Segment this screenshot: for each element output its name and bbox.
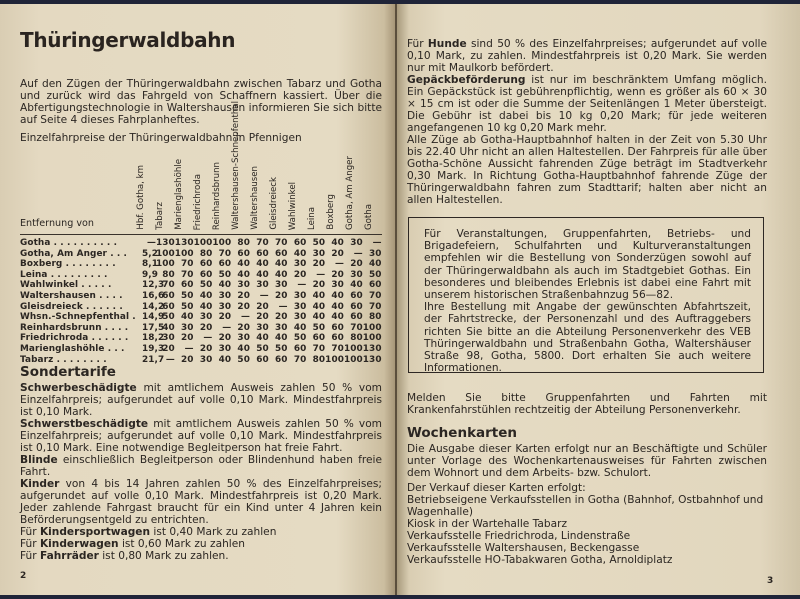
fare-cell: 20 xyxy=(256,301,269,312)
fare-cell: 20 xyxy=(181,333,194,344)
table-row xyxy=(20,302,382,313)
fare-cell: 20 xyxy=(256,312,269,323)
distance-km: 19,3 xyxy=(142,343,165,354)
verkauf-label: Der Verkauf dieser Karten erfolgt: xyxy=(407,482,586,494)
fare-cell: 80 xyxy=(369,312,382,323)
rules-section xyxy=(407,38,767,206)
table-row xyxy=(20,312,382,323)
fare-cell: 30 xyxy=(256,322,269,333)
fare-cell: 30 xyxy=(275,280,288,291)
melden-paragraph: Melden Sie bitte Gruppenfahrten und Fahrten mit Krankenfahrstühlen rechtzeitig der Abteilung Personenverkehr. xyxy=(407,392,767,416)
table-row xyxy=(20,291,382,302)
fare-cell: 60 xyxy=(293,343,307,354)
sondertarife-section xyxy=(20,365,382,562)
gepaeck-text: ist nur im beschränktem Umfang möglich. Ein Gepäckstück ist gebührenpflichtig, wenn es größer als 60 × 30 × 15 cm ist oder die Summe der Seitenlängen 1 Meter übersteigt. Die Gebühr ist dabei bis 10 kg 0,20 Mark; für jede weiteren angefangenen 10 kg 0,20 Mark mehr. xyxy=(407,74,767,134)
distance-km: 8,1 xyxy=(142,259,159,270)
fare-cell: 70 xyxy=(369,290,382,301)
fare-cell: 40 xyxy=(293,322,307,333)
station-name: Whsn.-Schnepfenthal . xyxy=(20,312,136,323)
fare-cell: 70 xyxy=(162,280,175,291)
tariff-text: von 4 bis 14 Jahren zahlen 50 % des Einzelfahrpreises; aufgerundet auf volle 0,10 Mark. Mindestfahrpreis ist 0,20 Mark. Jeder zahlende Fahrgast braucht für ein Kind unter 4 Jahren kein Beförderungsentgeld zu entrichten. xyxy=(20,478,382,526)
fare-cell: — xyxy=(297,280,307,291)
fare-cell: 40 xyxy=(312,301,326,312)
fare-cell: 50 xyxy=(237,354,250,365)
fare-cell: 40 xyxy=(369,259,382,270)
distance-km: 21,7 xyxy=(142,354,165,365)
fare-cell: 60 xyxy=(350,312,363,323)
column-header: Gleisdreieck xyxy=(269,177,279,230)
fare-cell: 20 xyxy=(199,322,213,333)
fare-cell: 70 xyxy=(312,343,326,354)
station-name: Wahlwinkel . . . . . xyxy=(20,280,112,291)
fare-cell: — xyxy=(222,322,232,333)
fare-cell: 60 xyxy=(162,301,175,312)
fare-cell: 80 xyxy=(350,333,363,344)
tariff-item xyxy=(20,526,382,538)
fare-cell: 50 xyxy=(312,322,326,333)
table-row xyxy=(20,333,382,344)
fare-cell: 60 xyxy=(256,354,269,365)
tariff-text: mit amtlichem Ausweis zahlen 50 % vom Einzelfahrpreis; aufgerundet auf volle 0,10 Mark. Mindestfahrpreis ist 0,10 Mark. Eine notwendige Begleitperson hat freie Fahrt. xyxy=(20,418,382,454)
fare-cell: 40 xyxy=(256,269,269,280)
station-name: Tabarz . . . . . . . . xyxy=(20,354,107,365)
fare-cell: 60 xyxy=(350,301,363,312)
fare-cell: 20 xyxy=(275,290,288,301)
distance-km: 9,9 xyxy=(142,269,159,280)
station-name: Boxberg . . . . . . . . xyxy=(20,259,116,270)
column-header: Reinhardsbrunn xyxy=(212,161,222,230)
fare-cell: 60 xyxy=(312,333,326,344)
fare-cell: 70 xyxy=(218,248,232,259)
fare-cell: 40 xyxy=(275,269,288,280)
fare-cell: 40 xyxy=(237,269,250,280)
hunde-text: sind 50 % des Einzelfahrpreises; aufgerundet auf volle 0,10 Mark, zu zahlen. Mindestfahrpreis ist 0,20 Mark. Sie werden nur mit Maulkorb befördert. xyxy=(407,38,768,74)
fare-table-body xyxy=(20,238,382,365)
column-header: Gotha xyxy=(364,204,374,230)
fare-cell: 20 xyxy=(237,322,250,333)
column-header: Wahlwinkel xyxy=(288,181,298,230)
fare-cell: 100 xyxy=(156,248,175,259)
fare-cell: 40 xyxy=(312,312,326,323)
table-row xyxy=(20,270,382,281)
fare-cell: 20 xyxy=(350,259,363,270)
fare-cell: 40 xyxy=(256,333,269,344)
tariff-item xyxy=(20,454,382,478)
fare-cell: 50 xyxy=(369,269,382,280)
distance-km: 16,6 xyxy=(142,290,165,301)
fare-cell: 60 xyxy=(331,322,344,333)
page-number: 3 xyxy=(767,576,774,586)
fare-cell: 60 xyxy=(162,290,175,301)
fare-cell: 20 xyxy=(237,290,250,301)
fare-cell: — xyxy=(241,312,250,323)
fare-cell: 20 xyxy=(218,333,232,344)
right-page xyxy=(397,4,800,595)
station-name: Marienglashöhle . . . xyxy=(20,343,125,354)
fare-cell: 40 xyxy=(181,312,194,323)
fare-cell: 20 xyxy=(218,312,232,323)
fare-cell: 40 xyxy=(275,333,288,344)
column-header: Waltershausen xyxy=(250,166,260,230)
fare-cell: 60 xyxy=(369,280,382,291)
tariff-item xyxy=(20,382,382,418)
fare-cell: 70 xyxy=(331,343,344,354)
fare-cell: 30 xyxy=(369,248,382,259)
column-header: Gotha, Am Anger xyxy=(345,155,355,230)
fare-cell: — xyxy=(184,343,194,354)
fare-cell: 70 xyxy=(181,269,194,280)
fare-cell: 60 xyxy=(181,280,194,291)
tariff-text: ist 0,80 Mark zu zahlen. xyxy=(98,550,229,562)
table-row xyxy=(20,249,382,260)
fare-cell: 100 xyxy=(325,354,344,365)
fare-cell: — xyxy=(316,269,326,280)
fare-cell: 40 xyxy=(331,238,344,248)
sales-location: Kiosk in der Wartehalle Tabarz xyxy=(407,518,568,530)
fare-cell: 40 xyxy=(275,259,288,270)
tariff-prefix: Für xyxy=(20,550,40,562)
fare-cell: 40 xyxy=(312,290,326,301)
box-paragraph-1: Für Veranstaltungen, Gruppenfahrten, Betriebs- und Brigadefeiern, Schulfahrten und Kulturveranstaltungen empfehlen wir die Bestellung von Sonderzügen sowohl auf der Thüringerwaldbahn als auch im Stadtgebiet Gothas. Ein besonderes und bleibendes Erlebnis ist dabei eine Fahrt mit unserem historischen Straßenbahnzug 56—82. xyxy=(424,228,751,302)
fare-cell: 30 xyxy=(331,280,344,291)
fare-cell: 20 xyxy=(237,301,250,312)
fare-cell: 80 xyxy=(162,269,175,280)
tariff-prefix: Für xyxy=(20,526,40,538)
fare-cell: 100 xyxy=(212,238,232,248)
fare-cell: 40 xyxy=(218,354,232,365)
tariff-label: Fahrräder xyxy=(39,550,99,562)
fare-cell: 30 xyxy=(293,312,307,323)
tariff-text: einschließlich Begleitperson oder Blindenhund haben freie Fahrt. xyxy=(20,454,382,478)
distance-km: 14,2 xyxy=(142,301,165,312)
distance-km: 17,5 xyxy=(142,322,165,333)
column-header: Waltershausen-Schnepfenthal xyxy=(231,101,241,230)
distance-km: 14,9 xyxy=(142,312,165,323)
fare-cell: 20 xyxy=(331,248,344,259)
tariff-item xyxy=(20,550,382,562)
fare-cell: 20 xyxy=(312,259,326,270)
fare-cell: 70 xyxy=(369,301,382,312)
wochenkarten-section xyxy=(407,426,767,566)
fare-cell: 130 xyxy=(156,238,175,248)
fare-cell: 30 xyxy=(218,343,232,354)
fare-cell: 50 xyxy=(293,333,307,344)
box-paragraph-2: Ihre Bestellung mit Angabe der gewünschten Abfahrtszeit, der Fahrtstrecke, der Personenzahl und des Auftraggebers richten Sie bitte an die Abteilung Personenverkehr des VEB Thüringerwaldbahn und Straßenbahn Gotha, Waltershäuser Straße 98, Gotha, 5800. Dort erhalten Sie auch weitere Informationen. xyxy=(424,301,751,375)
fare-cell: 40 xyxy=(199,301,213,312)
sonderzuege-box xyxy=(408,217,764,373)
fare-cell: 30 xyxy=(350,269,363,280)
fare-cell: — xyxy=(165,354,175,365)
fare-cell: — xyxy=(334,259,344,270)
left-page xyxy=(0,4,396,595)
fare-cell: 60 xyxy=(350,290,363,301)
fare-cell: 30 xyxy=(237,333,250,344)
tariff-label: Kinderwagen xyxy=(39,538,119,550)
tariff-item xyxy=(20,538,382,550)
column-header: Marienglashöhle xyxy=(174,159,184,230)
fare-cell: 100 xyxy=(343,343,363,354)
fare-cell: 50 xyxy=(162,312,175,323)
fare-cell: 40 xyxy=(350,280,363,291)
table-caption: Einzelfahrpreise der Thüringerwaldbahn in Pfennigen xyxy=(20,132,302,144)
fare-cell: 60 xyxy=(293,238,307,248)
hunde-paragraph xyxy=(407,38,767,74)
fare-cell: 130 xyxy=(174,238,194,248)
fare-cell: 30 xyxy=(350,238,363,248)
tariff-text: ist 0,60 Mark zu zahlen xyxy=(118,538,245,550)
tariff-item xyxy=(20,478,382,526)
station-name: Gotha, Am Anger . . . xyxy=(20,248,128,259)
fare-cell: — xyxy=(278,301,288,312)
table-row xyxy=(20,323,382,334)
fare-cell: 100 xyxy=(156,259,175,270)
tariff-label: Kindersportwagen xyxy=(39,526,151,538)
fare-cell: 40 xyxy=(218,280,232,291)
fare-cell: 20 xyxy=(181,354,194,365)
sales-location: Verkaufsstelle HO-Tabakwaren Gotha, Arnoldiplatz xyxy=(407,554,673,566)
fare-cell: 50 xyxy=(256,343,269,354)
fare-cell: 30 xyxy=(237,280,250,291)
page-number: 2 xyxy=(20,571,27,581)
hunde-pre: Für xyxy=(407,38,428,50)
fare-cell: 60 xyxy=(237,248,250,259)
table-row xyxy=(20,259,382,270)
column-header: Boxberg xyxy=(326,194,336,230)
gepaeck-paragraph xyxy=(407,74,767,134)
fare-cell: 100 xyxy=(174,248,194,259)
fare-cell: 50 xyxy=(218,269,232,280)
table-row xyxy=(20,238,382,249)
intro-paragraph: Auf den Zügen der Thüringerwaldbahn zwischen Tabarz und Gotha und zurück wird das Fahrgeld von Schaffnern kassiert. Über die Abfertigungstechnologie in Waltershausen informieren Sie sich bitte auf Seite 4 dieses Fahrplanheftes. xyxy=(20,78,382,126)
fare-cell: 20 xyxy=(162,343,175,354)
fare-cell: 130 xyxy=(362,354,382,365)
fare-cell: 30 xyxy=(162,333,175,344)
table-row xyxy=(20,344,382,355)
fare-cell: — xyxy=(259,290,269,301)
fare-cell: 40 xyxy=(237,343,250,354)
fare-cell: 30 xyxy=(293,301,307,312)
row-header-label: Entfernung von xyxy=(20,218,94,229)
fare-cell: 60 xyxy=(199,269,213,280)
fare-cell: 70 xyxy=(181,259,194,270)
fare-cell: 100 xyxy=(362,322,382,333)
fare-cell: 50 xyxy=(181,301,194,312)
column-header: Tabarz xyxy=(155,202,165,230)
sales-locations-list xyxy=(407,494,767,566)
tariff-prefix: Für xyxy=(20,538,40,550)
fare-cell: 70 xyxy=(293,354,307,365)
fare-cell: 40 xyxy=(331,290,344,301)
station-name: Gotha . . . . . . . . . . xyxy=(20,238,118,248)
fare-cell: 60 xyxy=(256,248,269,259)
fare-cell: 20 xyxy=(293,269,307,280)
fare-cell: 100 xyxy=(193,238,213,248)
sales-location: Verkaufsstelle Friedrichroda, Lindenstraße xyxy=(407,530,631,542)
tariff-label: Schwerbeschädigte xyxy=(20,382,137,394)
fare-cell: 40 xyxy=(199,290,213,301)
fare-cell: 40 xyxy=(237,259,250,270)
sales-location: Betriebseigene Verkaufsstellen in Gotha (Bahnhof, Ostbahnhof und Wagenhalle) xyxy=(407,494,764,518)
column-header: Leina xyxy=(307,206,317,230)
distance-km: — xyxy=(147,238,156,248)
distance-km: 12,3 xyxy=(142,280,165,291)
page-title: Thüringerwaldbahn xyxy=(20,28,236,52)
zuege-paragraph: Alle Züge ab Gotha-Hauptbahnhof halten in der Zeit von 5.30 Uhr bis 22.40 Uhr nicht an allen Haltestellen. Der Fahrpreis für alle über Gotha-Schöne Aussicht fahrenden Züge beträgt im Stadtverkehr 0,30 Mark. In Richtung Gotha-Hauptbahnhof fahrende Züge der Thüringerwaldbahn fahren zum Stadttarif; halten aber nicht an allen Haltestellen. xyxy=(407,134,767,206)
fare-cell: — xyxy=(372,238,382,248)
fare-cell: 30 xyxy=(256,280,269,291)
fare-cell: 30 xyxy=(218,301,232,312)
tariff-text: ist 0,40 Mark zu zahlen xyxy=(150,526,277,538)
fare-cell: 80 xyxy=(312,354,326,365)
station-name: Waltershausen . . . . xyxy=(20,290,123,301)
wochenkarten-heading: Wochenkarten xyxy=(407,425,518,441)
hunde-label: Hunde xyxy=(427,38,467,50)
fare-cell: 50 xyxy=(199,280,213,291)
fare-cell: 60 xyxy=(199,259,213,270)
fare-cell: 70 xyxy=(256,238,269,248)
fare-cell: 60 xyxy=(331,333,344,344)
tariff-label: Kinder xyxy=(20,478,60,490)
fare-cell: 30 xyxy=(181,322,194,333)
fare-cell: 100 xyxy=(362,333,382,344)
fare-cell: 130 xyxy=(362,343,382,354)
fare-cell: 20 xyxy=(275,312,288,323)
station-name: Reinhardsbrunn . . . . xyxy=(20,322,129,333)
fare-cell: 30 xyxy=(199,354,213,365)
tariff-text: mit amtlichem Ausweis zahlen 50 % vom Einzelfahrpreis; aufgerundet auf volle 0,10 Mark. Mindestfahrpreis ist 0,10 Mark. xyxy=(20,382,382,418)
distance-km: 18,2 xyxy=(142,333,165,344)
fare-cell: 80 xyxy=(237,238,250,248)
fare-cell: 30 xyxy=(218,290,232,301)
fare-cell: 80 xyxy=(199,248,213,259)
gepaeck-label: Gepäckbeförderung xyxy=(407,74,526,86)
fare-cell: 30 xyxy=(312,248,326,259)
fare-cell: 20 xyxy=(312,280,326,291)
fare-cell: 40 xyxy=(331,312,344,323)
fare-cell: 30 xyxy=(293,290,307,301)
fare-cell: 60 xyxy=(218,259,232,270)
tariff-label: Schwerstbeschädigte xyxy=(20,418,149,430)
fare-cell: 50 xyxy=(312,238,326,248)
fare-cell: 70 xyxy=(350,322,363,333)
distance-km: 5,2 xyxy=(142,248,159,259)
fare-cell: 20 xyxy=(199,343,213,354)
table-row xyxy=(20,280,382,291)
fare-cell: 40 xyxy=(331,301,344,312)
station-name: Gleisdreieck . . . . . . xyxy=(20,301,123,312)
fare-cell: 70 xyxy=(275,238,288,248)
fare-cell: 30 xyxy=(199,312,213,323)
sales-location: Verkaufsstelle Waltershausen, Beckengasse xyxy=(407,542,640,554)
fare-cell: 50 xyxy=(181,290,194,301)
fare-cell: 30 xyxy=(275,322,288,333)
tariff-item xyxy=(20,418,382,454)
tariff-label: Blinde xyxy=(20,454,58,466)
sondertarife-heading: Sondertarife xyxy=(20,364,116,380)
fare-cell: 40 xyxy=(293,248,307,259)
column-header: Friedrichroda xyxy=(193,173,203,230)
fare-cell: 40 xyxy=(162,322,175,333)
fare-cell: 100 xyxy=(343,354,363,365)
fare-cell: — xyxy=(203,333,213,344)
fare-cell: 50 xyxy=(275,343,288,354)
fare-cell: — xyxy=(353,248,363,259)
column-header: Hbf. Gotha, km xyxy=(136,165,146,230)
fare-cell: 30 xyxy=(293,259,307,270)
fare-cell: 60 xyxy=(275,248,288,259)
fare-cell: 60 xyxy=(275,354,288,365)
station-name: Leina . . . . . . . . . xyxy=(20,269,108,280)
fare-cell: 20 xyxy=(331,269,344,280)
wochenkarten-intro: Die Ausgabe dieser Karten erfolgt nur an Beschäftigte und Schüler unter Vorlage des Wochenkartenausweises für Fahrten zwischen dem Wohnort und dem Arbeits- bzw. Schulort. xyxy=(407,443,767,479)
fare-cell: 40 xyxy=(256,259,269,270)
station-name: Friedrichroda . . . . . . xyxy=(20,333,129,344)
